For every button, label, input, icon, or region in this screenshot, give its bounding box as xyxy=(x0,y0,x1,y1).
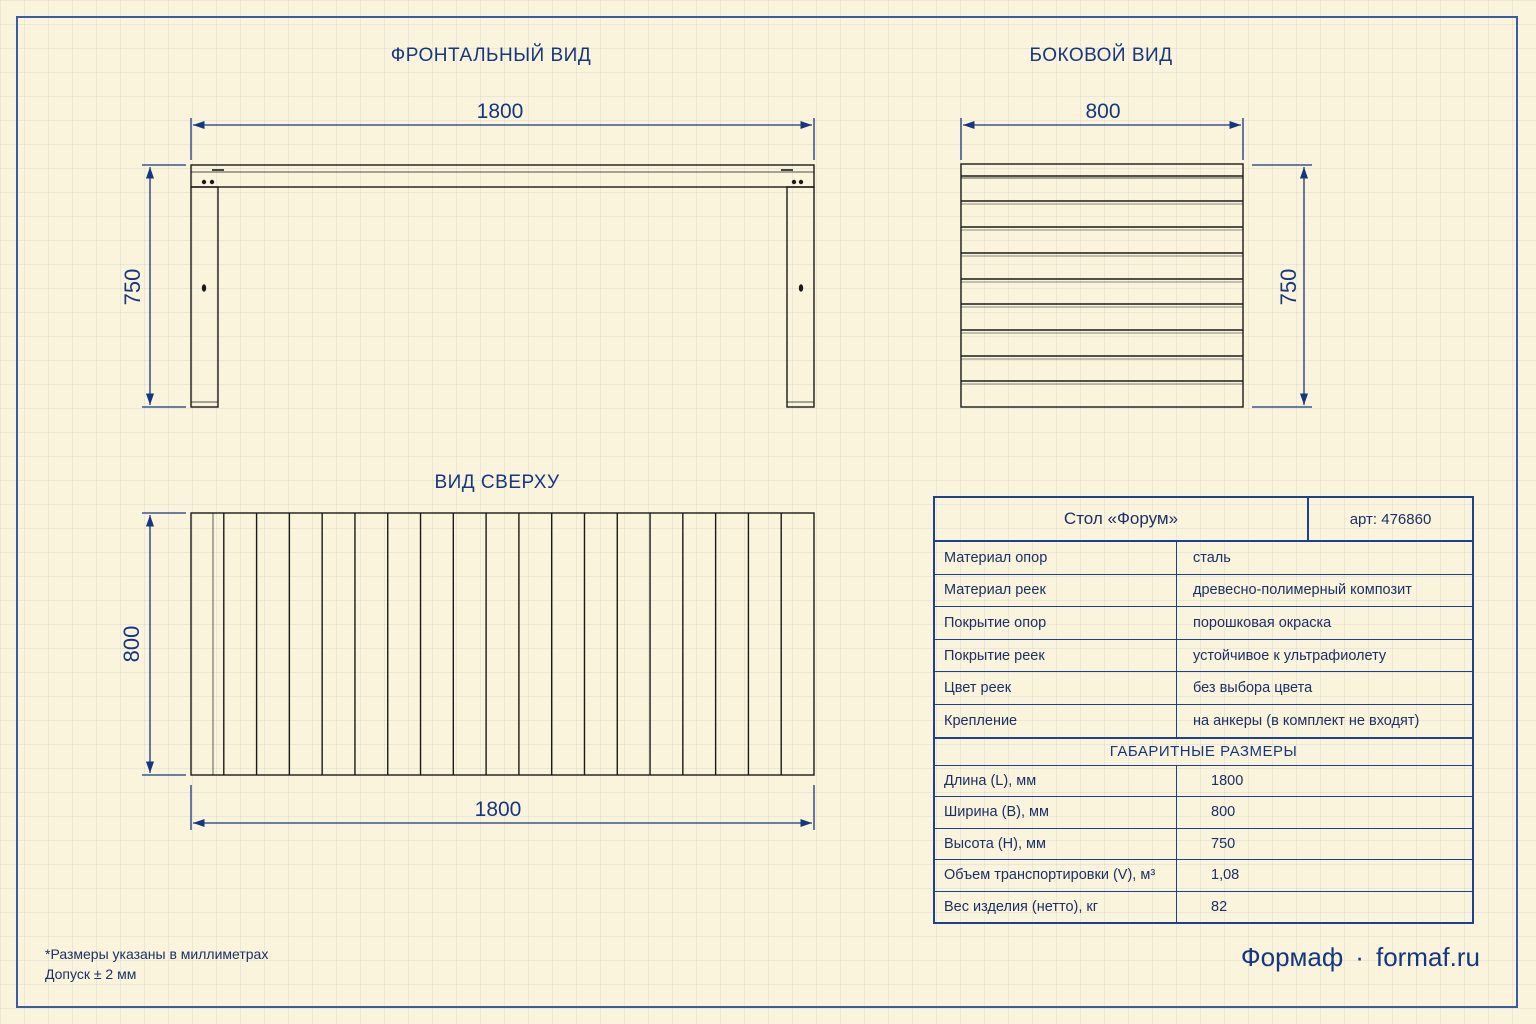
dimension-value: 800 xyxy=(1211,804,1236,821)
spec-value: на анкеры (в комплект не входят) xyxy=(1193,712,1420,729)
spec-key: Покрытие реек xyxy=(935,640,1177,672)
brand-separator: · xyxy=(1355,942,1364,972)
dimension-row xyxy=(935,797,1472,829)
side-view xyxy=(961,118,1312,407)
dimension-key: Ширина (B), мм xyxy=(935,797,1177,828)
top-view-title: ВИД СВЕРХУ xyxy=(434,472,560,493)
top-width-label: 1800 xyxy=(474,798,522,821)
leg-hole xyxy=(203,285,206,291)
spec-table xyxy=(933,496,1474,924)
side-width-label: 800 xyxy=(1085,100,1121,123)
side-view-title: БОКОВОЙ ВИД xyxy=(1029,45,1173,66)
spec-key: Крепление xyxy=(935,705,1177,737)
spec-key: Материал опор xyxy=(935,542,1177,574)
notes xyxy=(45,944,268,984)
spec-row xyxy=(935,542,1472,575)
left-leg xyxy=(191,187,218,407)
spec-row xyxy=(935,705,1472,738)
spec-row xyxy=(935,640,1472,673)
spec-value: порошковая окраска xyxy=(1193,614,1332,631)
dimension-key: Вес изделия (нетто), кг xyxy=(935,892,1177,923)
spec-row xyxy=(935,607,1472,640)
leg-hole xyxy=(800,285,803,291)
top-outline xyxy=(191,513,814,775)
front-view-title: ФРОНТАЛЬНЫЙ ВИД xyxy=(390,45,592,66)
brand-name: Формаф xyxy=(1240,942,1344,972)
front-height-label: 750 xyxy=(120,268,145,306)
dimension-value: 1800 xyxy=(1211,772,1244,789)
spec-value: сталь xyxy=(1193,549,1231,566)
product-title: Стол «Форум» xyxy=(935,498,1309,540)
note-tolerance: Допуск ± 2 мм xyxy=(45,966,137,982)
spec-key: Цвет реек xyxy=(935,672,1177,704)
spec-header xyxy=(935,498,1472,542)
spec-value: устойчивое к ультрафиолету xyxy=(1193,647,1387,664)
spec-key: Покрытие опор xyxy=(935,607,1177,639)
brand xyxy=(1241,942,1480,973)
dimension-row xyxy=(935,892,1472,923)
dimension-key: Высота (H), мм xyxy=(935,829,1177,860)
front-width-label: 1800 xyxy=(476,100,524,123)
dimension-value: 750 xyxy=(1211,835,1236,852)
dimension-value: 1,08 xyxy=(1211,867,1240,884)
note-units: *Размеры указаны в миллиметрах xyxy=(45,946,269,962)
top-table xyxy=(191,513,814,775)
spec-row xyxy=(935,672,1472,705)
side-height-label: 750 xyxy=(1276,268,1301,306)
dimension-row xyxy=(935,860,1472,892)
dimension-row xyxy=(935,766,1472,798)
spec-key: Материал реек xyxy=(935,575,1177,607)
front-table xyxy=(191,165,814,407)
dimensions-section-title: ГАБАРИТНЫЕ РАЗМЕРЫ xyxy=(935,738,1472,766)
dimension-row xyxy=(935,829,1472,861)
spec-value: без выбора цвета xyxy=(1193,680,1313,697)
right-leg xyxy=(787,187,814,407)
brand-site[interactable]: formaf.ru xyxy=(1375,942,1480,972)
side-table xyxy=(961,164,1243,407)
dimension-value: 82 xyxy=(1211,898,1228,915)
side-slat-lines xyxy=(961,201,1243,384)
tabletop-front xyxy=(191,165,814,187)
top-slat-lines xyxy=(213,513,781,775)
spec-value: древесно-полимерный композит xyxy=(1193,582,1412,599)
dimension-key: Длина (L), мм xyxy=(935,766,1177,797)
top-view xyxy=(142,513,814,830)
dimension-key: Объем транспортировки (V), м³ xyxy=(935,860,1177,891)
front-view xyxy=(142,118,814,407)
top-height-label: 800 xyxy=(119,625,144,663)
spec-row xyxy=(935,575,1472,608)
article-number: арт: 476860 xyxy=(1349,510,1432,528)
